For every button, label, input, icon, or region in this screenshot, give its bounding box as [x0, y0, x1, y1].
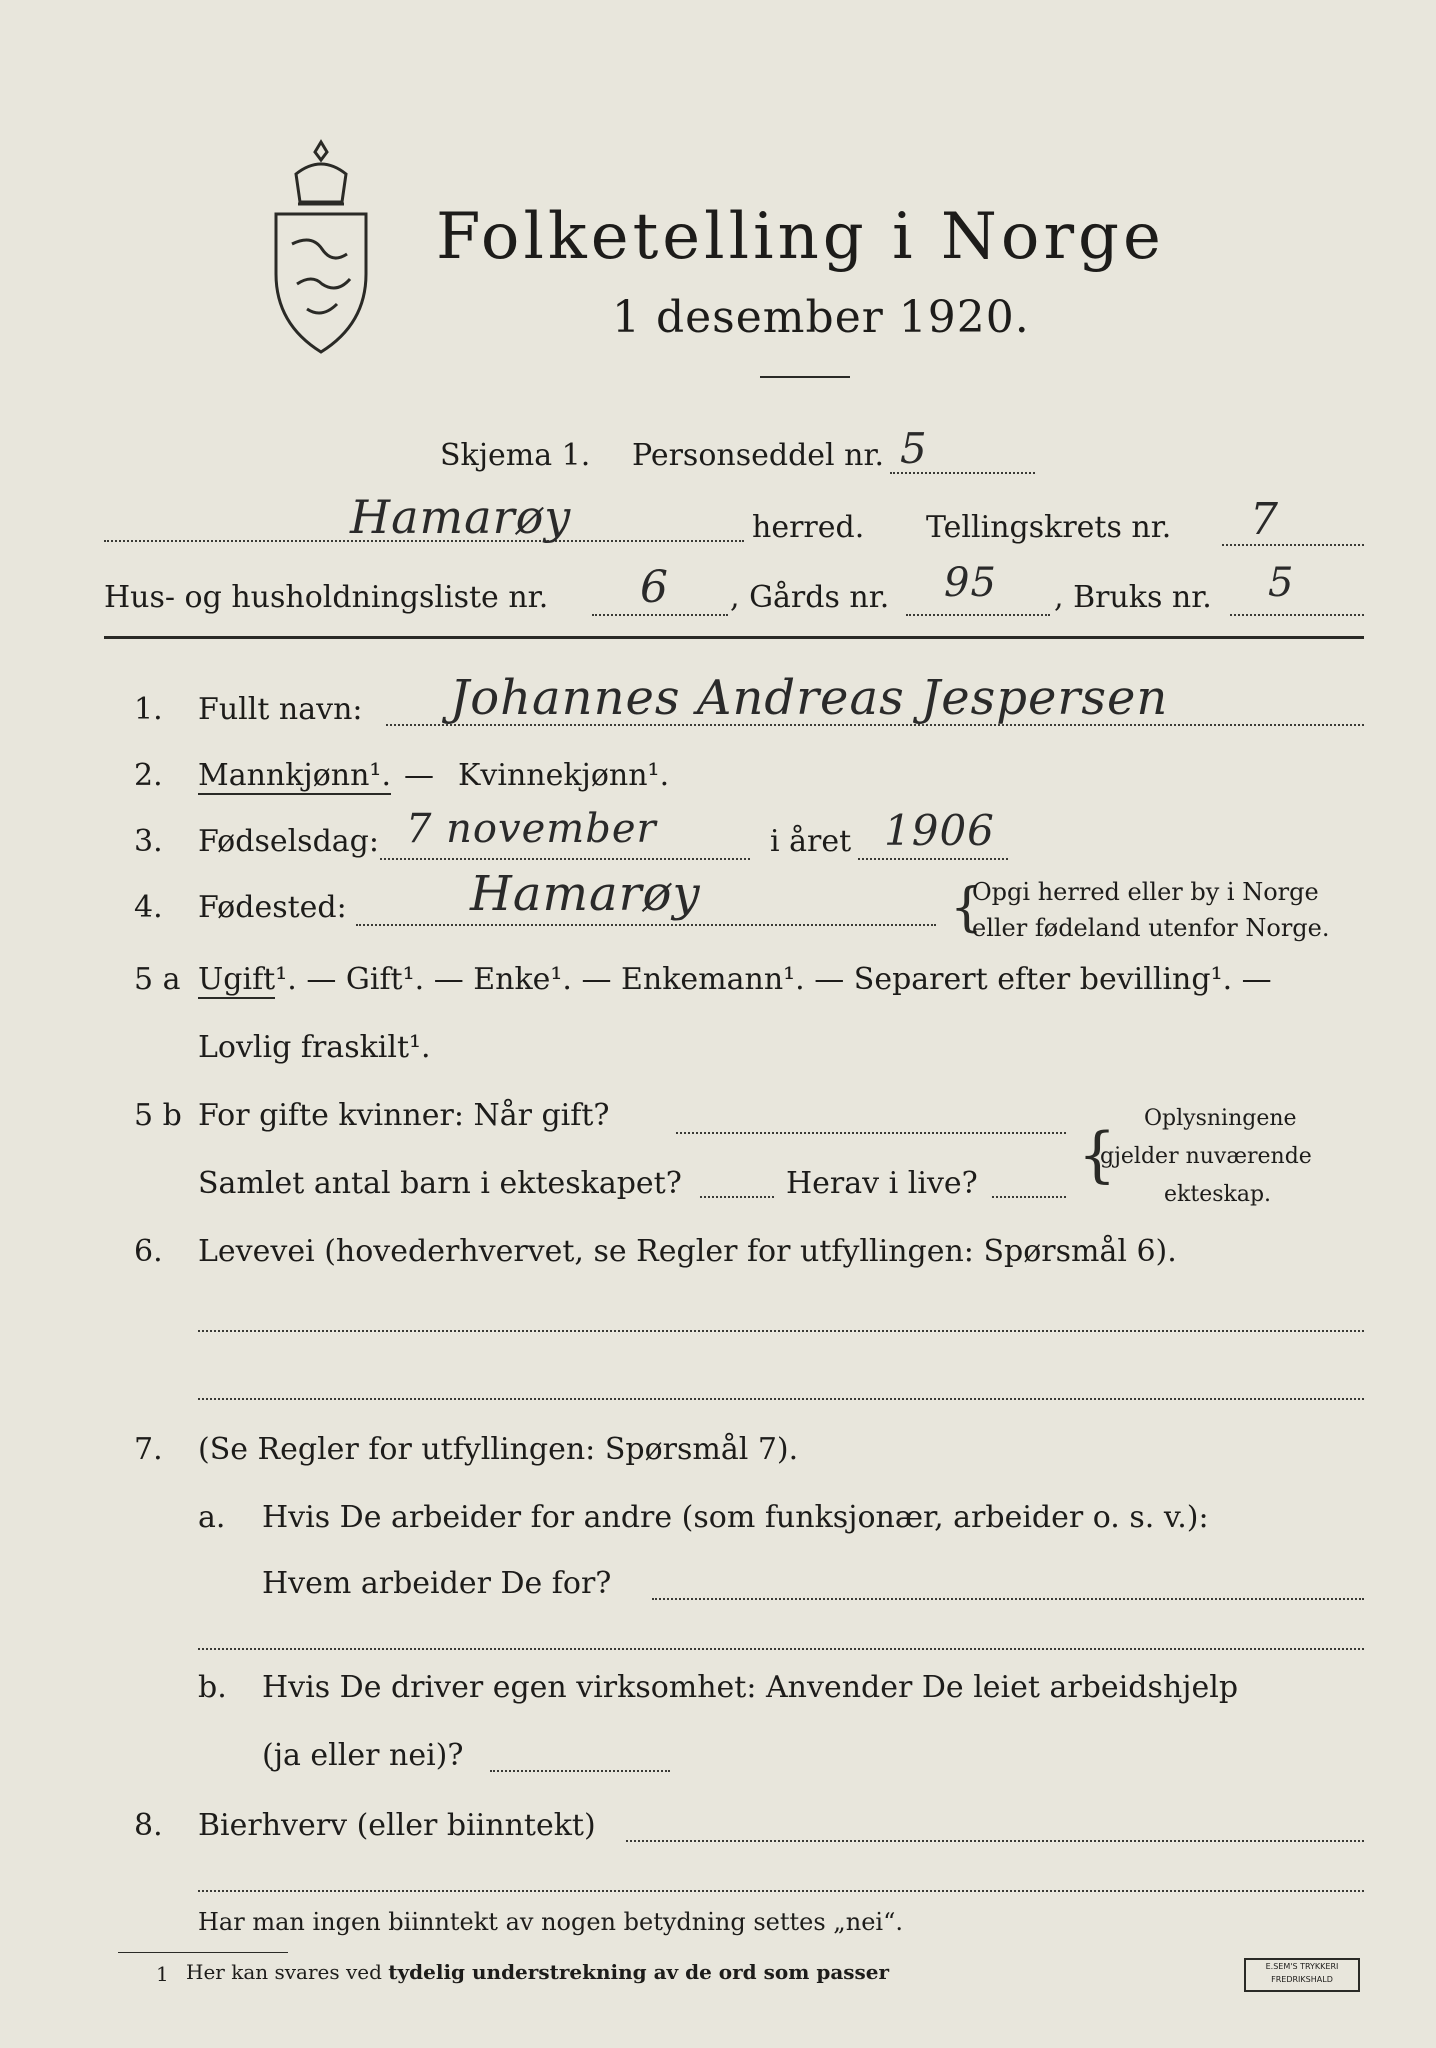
personseddel-label: Personseddel nr.: [632, 438, 885, 473]
bruks-label: , Bruks nr.: [1054, 580, 1212, 615]
gards-label: , Gårds nr.: [730, 580, 890, 615]
norway-coat-of-arms-icon: [262, 134, 380, 358]
q5b-field-line-3: [992, 1196, 1066, 1198]
female-option[interactable]: Kvinnekjønn¹.: [458, 758, 670, 793]
q1-label: Fullt navn:: [198, 692, 363, 727]
printer-stamp-line-1: E.SEM'S TRYKKERI: [1265, 1962, 1339, 1971]
q4-label: Fødested:: [198, 890, 347, 925]
tellingskrets-field-line: [1222, 544, 1364, 546]
printer-stamp: [1244, 1958, 1360, 1992]
herred-value[interactable]: Hamarøy: [350, 490, 572, 544]
unmarried-option[interactable]: Ugift: [198, 962, 276, 997]
tellingskrets-label: Tellingskrets nr.: [926, 510, 1172, 545]
q5b-note-1: Oplysningene: [1144, 1106, 1297, 1131]
q7b-line-1: Hvis De driver egen virksomhet: Anvender De leiet arbeidshjelp: [262, 1670, 1239, 1705]
q8-field-line-2: [198, 1890, 1364, 1892]
q8-number: 8.: [134, 1808, 163, 1843]
birth-year-value[interactable]: 1906: [884, 806, 995, 855]
q3-label: Fødselsdag:: [198, 824, 379, 859]
q2-dash: —: [404, 758, 434, 793]
full-name-value[interactable]: Johannes Andreas Jespersen: [450, 670, 1169, 726]
q4-number: 4.: [134, 890, 163, 925]
marital-status-options[interactable]: ¹. — Gift¹. — Enke¹. — Enkemann¹. — Separert efter bevilling¹. —: [275, 962, 1272, 997]
q7-number: 7.: [134, 1432, 163, 1467]
footnote-divider: [118, 1952, 288, 1953]
q7-label: (Se Regler for utfyllingen: Spørsmål 7).: [198, 1432, 799, 1467]
census-date: 1 desember 1920.: [612, 292, 1030, 343]
q5a-number: 5 a: [134, 962, 181, 997]
bruks-field-line: [1230, 614, 1364, 616]
divorced-option[interactable]: Lovlig fraskilt¹.: [198, 1030, 431, 1065]
q6-number: 6.: [134, 1234, 163, 1269]
footnote-text: [186, 1960, 889, 1984]
skjema-label: Skjema 1.: [440, 438, 591, 473]
q1-number: 1.: [134, 692, 163, 727]
birthday-value[interactable]: 7 november: [406, 806, 657, 852]
q7b-letter: b.: [198, 1670, 227, 1705]
q7a-line-1: Hvis De arbeider for andre (som funksjonær, arbeider o. s. v.):: [262, 1500, 1209, 1535]
q5b-label-3: Herav i live?: [786, 1166, 978, 1201]
q4-note-2: eller fødeland utenfor Norge.: [972, 914, 1330, 942]
tellingskrets-value[interactable]: 7: [1250, 494, 1279, 545]
q6-label: Levevei (hovederhvervet, se Regler for utfyllingen: Spørsmål 6).: [198, 1234, 1177, 1269]
q4-brace: {: [950, 878, 984, 938]
q5b-note-3: ekteskap.: [1164, 1182, 1272, 1207]
personseddel-value[interactable]: 5: [900, 424, 928, 473]
footnote-bold: tydelig understrekning av de ord som passer: [388, 1960, 890, 1984]
q7b-line-2: (ja eller nei)?: [262, 1738, 464, 1773]
aret-field-line: [858, 858, 1008, 860]
q6-field-line-2: [198, 1398, 1364, 1400]
title-divider: [760, 376, 850, 378]
q5b-label-1: For gifte kvinner: Når gift?: [198, 1098, 610, 1133]
herred-label: herred.: [752, 510, 865, 545]
section-divider: [104, 636, 1364, 639]
footnote-plain: Her kan svares ved: [186, 1960, 382, 1984]
q7a-letter: a.: [198, 1500, 226, 1535]
printer-stamp-line-2: FREDRIKSHALD: [1271, 1975, 1333, 1984]
q8-label: Bierhverv (eller biinntekt): [198, 1808, 596, 1843]
q7b-field-line: [490, 1770, 670, 1772]
q5b-label-2: Samlet antal barn i ekteskapet?: [198, 1166, 682, 1201]
q5b-brace: {: [1078, 1120, 1117, 1190]
q2-number: 2.: [134, 758, 163, 793]
q5b-note-2: gjelder nuværende: [1100, 1144, 1312, 1169]
q8-note: Har man ingen biinntekt av nogen betydning settes „nei“.: [198, 1908, 903, 1936]
male-option[interactable]: Mannkjønn¹.: [198, 758, 391, 793]
q5b-number: 5 b: [134, 1098, 182, 1133]
gards-field-line: [906, 614, 1050, 616]
q3-field-line: [380, 858, 750, 860]
hus-label: Hus- og husholdningsliste nr.: [104, 580, 549, 615]
birthplace-value[interactable]: Hamarøy: [470, 866, 701, 922]
q5b-field-line-2: [700, 1196, 774, 1198]
hus-value[interactable]: 6: [640, 562, 669, 613]
q4-note-1: Opgi herred eller by i Norge: [972, 878, 1319, 906]
q4-field-line: [356, 924, 936, 926]
q5b-field-line-1: [676, 1132, 1066, 1134]
bruks-value[interactable]: 5: [1268, 560, 1295, 606]
page-title: Folketelling i Norge: [436, 200, 1165, 274]
gards-value[interactable]: 95: [944, 560, 997, 606]
q5a-options: [198, 962, 1272, 997]
footnote-marker: 1: [156, 1962, 169, 1986]
q7a-line-2: Hvem arbeider De for?: [262, 1566, 612, 1601]
q7a-field-line-2: [198, 1648, 1364, 1650]
aret-label: i året: [770, 824, 852, 859]
hus-field-line: [592, 614, 728, 616]
q3-number: 3.: [134, 824, 163, 859]
q7a-field-line-1: [652, 1598, 1364, 1600]
q8-field-line-1: [626, 1840, 1364, 1842]
q6-field-line-1: [198, 1330, 1364, 1332]
